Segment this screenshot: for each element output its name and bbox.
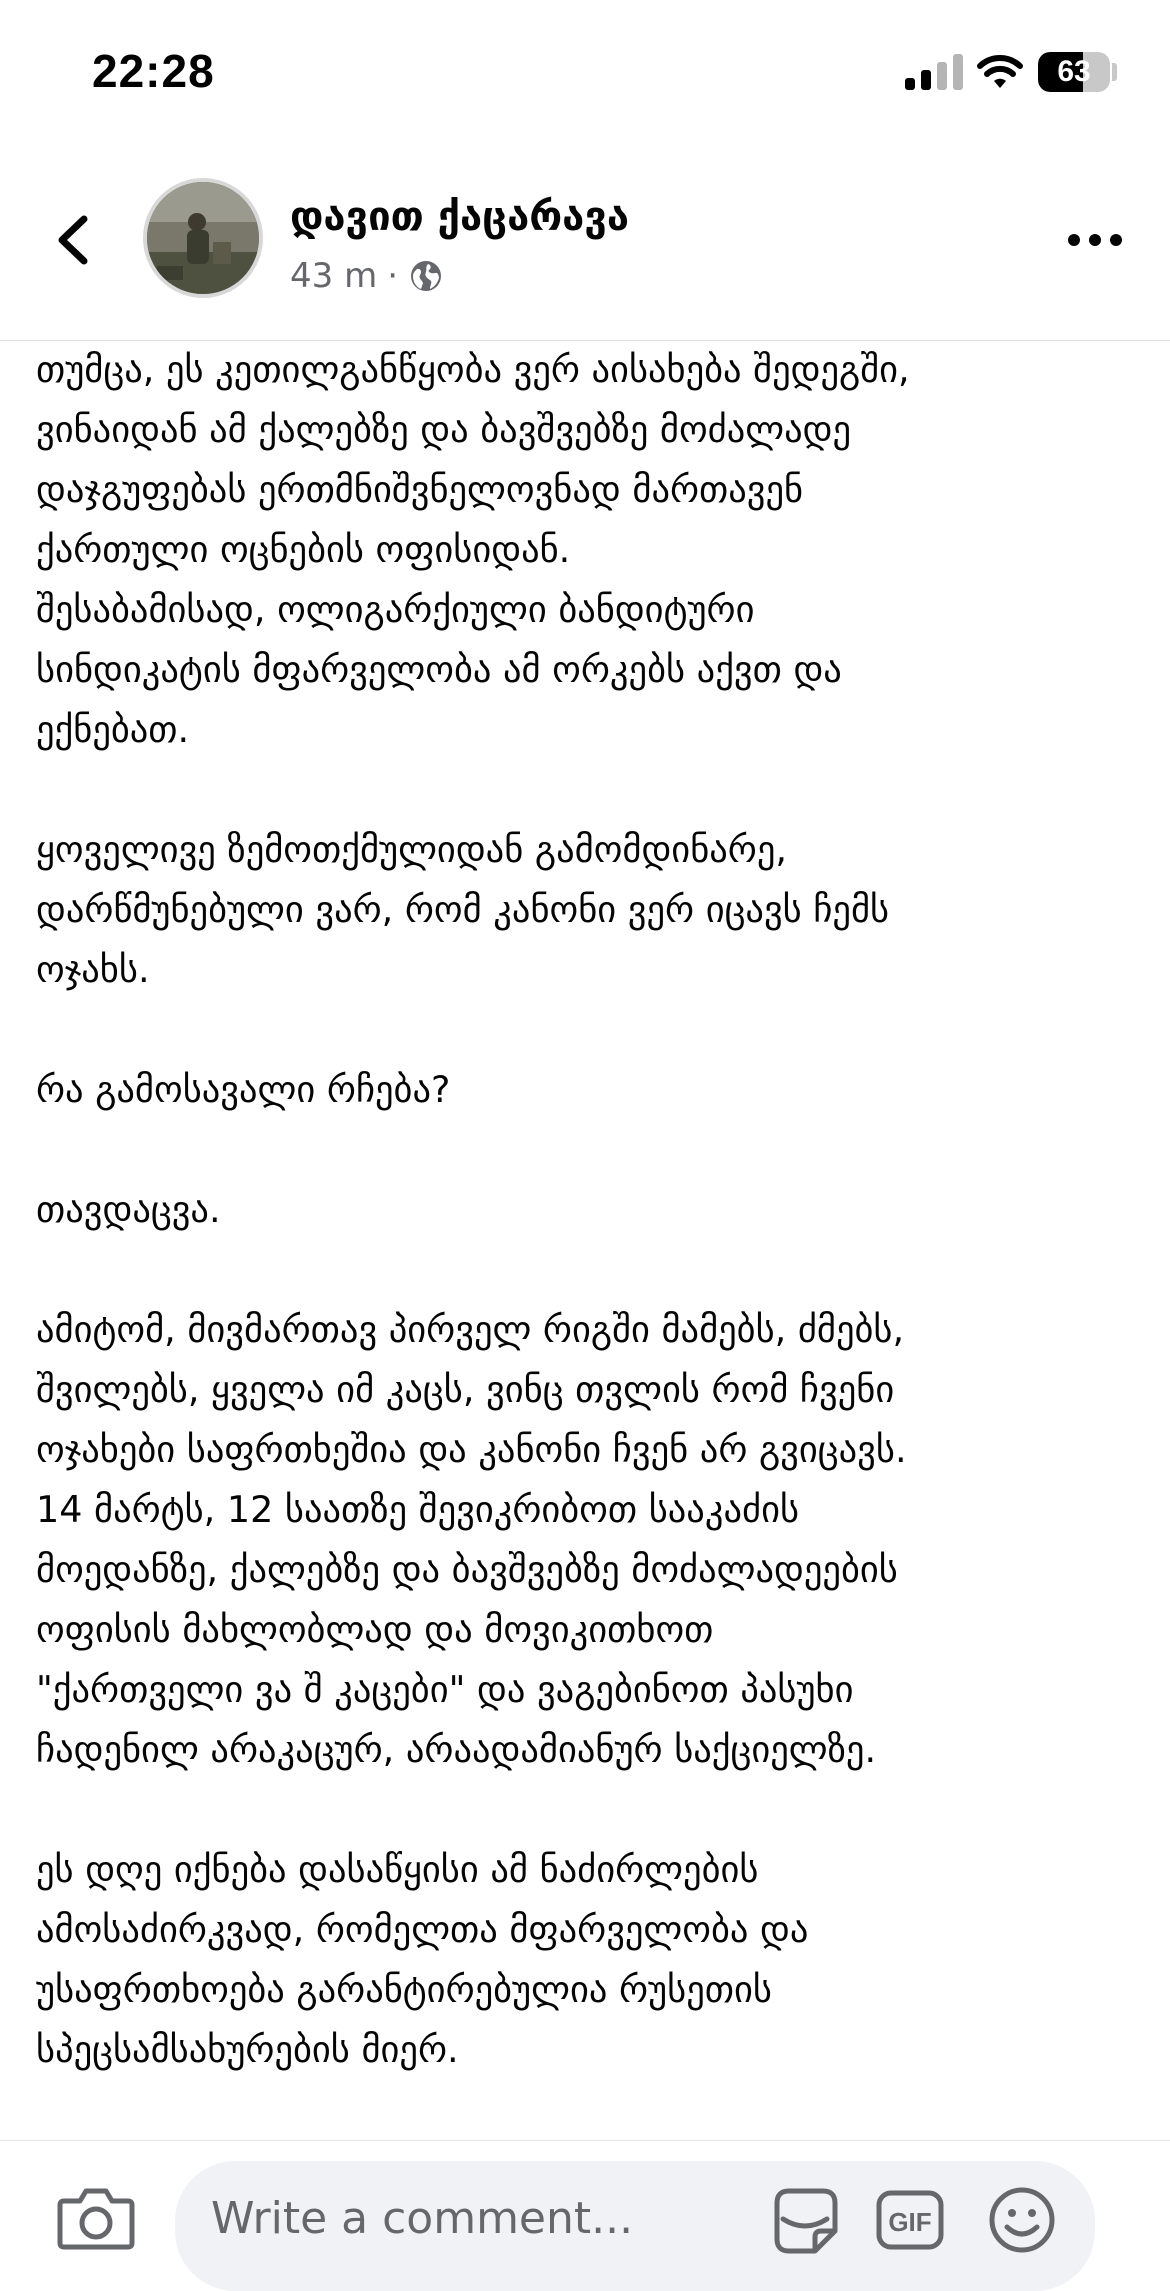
post-time: 43 m: [290, 256, 378, 296]
gif-icon[interactable]: [875, 2189, 945, 2251]
post-text-line: დარწმუნებული ვარ, რომ კანონი ვერ იცავს ჩემს: [36, 888, 890, 931]
emoji-icon[interactable]: [987, 2185, 1057, 2255]
post-text-line: ამიტომ, მივმართავ პირველ რიგში მამებს, ძმებს,: [36, 1308, 905, 1351]
post-text-line: მოედანზე, ქალებზე და ბავშვებზე მოძალადეების: [36, 1548, 898, 1591]
paragraph-gap: [36, 1120, 1146, 1180]
post-text-line: თუმცა, ეს კეთილგანწყობა ვერ აისახება შედეგში,: [36, 348, 910, 391]
post-text-line: ჩადენილ არაკაცურ, არაადამიანურ საქციელზე.: [36, 1728, 877, 1771]
post-text-line: თავდაცვა.: [36, 1188, 221, 1231]
post-text-line: ეს დღე იქნება დასაწყისი ამ ნაძირლების: [36, 1848, 759, 1891]
post-text-line: შესაბამისად, ოლიგარქიული ბანდიტური: [36, 588, 755, 631]
status-time: 22:28: [92, 45, 215, 97]
post-text-line: ოჯახს.: [36, 948, 150, 991]
avatar-image: [147, 182, 259, 294]
battery-tip: [1112, 63, 1117, 81]
signal-icon: [905, 54, 965, 90]
post-text-line: ამოსაძირკვად, რომელთა მფარველობა და: [36, 1908, 809, 1951]
post-text-line: "ქართველი ვა შ კაცები" და ვაგებინოთ პასუხი: [36, 1668, 854, 1711]
battery-percent: 63: [1057, 55, 1091, 88]
paragraph-gap: [36, 1780, 1146, 1840]
post-text-line: დაჯგუფებას ერთმნიშვნელოვნად მართავენ: [36, 468, 804, 511]
more-options-button[interactable]: [1068, 228, 1122, 252]
post-body: [36, 340, 1146, 2140]
post-text-line: ექნებათ.: [36, 708, 190, 751]
post-text-line: ოფისის მახლობლად და მოვიკითხოთ: [36, 1608, 714, 1651]
globe-icon: [408, 258, 444, 294]
battery-icon: [1038, 52, 1110, 92]
post-text-line: რა გამოსავალი რჩება?: [36, 1068, 451, 1111]
paragraph-gap: [36, 760, 1146, 820]
post-text-line: ყოველივე ზემოთქმულიდან გამომდინარე,: [36, 828, 787, 871]
post-text-line: უსაფრთხოება გარანტირებულია რუსეთის: [36, 1968, 772, 2011]
paragraph-gap: [36, 1240, 1146, 1300]
post-text-line: ქართული ოცნების ოფისიდან.: [36, 528, 571, 571]
post-text-line: სპეცსამსახურების მიერ.: [36, 2028, 459, 2071]
comment-input[interactable]: [175, 2161, 1095, 2291]
paragraph-gap: [36, 1000, 1146, 1060]
post-text-line: ვინაიდან ამ ქალებზე და ბავშვებზე მოძალადე: [36, 408, 852, 451]
camera-icon[interactable]: [56, 2183, 136, 2253]
sticker-icon[interactable]: [767, 2183, 843, 2259]
post-text-line: შვილებს, ყველა იმ კაცს, ვინც თვლის რომ ჩვენი: [36, 1368, 895, 1411]
author-name[interactable]: დავით ქაცარავა: [290, 194, 630, 240]
avatar[interactable]: [143, 178, 263, 298]
more-dots-icon: [1068, 234, 1080, 246]
chevron-left-icon[interactable]: [44, 205, 104, 275]
post-header: [0, 150, 1170, 341]
post-text-line: სინდიკატის მფარველობა ამ ორკებს აქვთ და: [36, 648, 842, 691]
post-meta: [290, 256, 444, 296]
post-text-line: 14 მარტს, 12 საათზე შევიკრიბოთ სააკაძის: [36, 1488, 800, 1531]
gif-label: GIF: [888, 2207, 932, 2237]
status-bar: [0, 0, 1170, 150]
comment-bar: [0, 2140, 1170, 2272]
post-text-line: ოჯახები საფრთხეშია და კანონი ჩვენ არ გვიცავს.: [36, 1428, 907, 1471]
comment-placeholder: Write a comment...: [211, 2193, 634, 2244]
wifi-icon: [975, 52, 1025, 92]
meta-separator: ·: [387, 256, 399, 296]
